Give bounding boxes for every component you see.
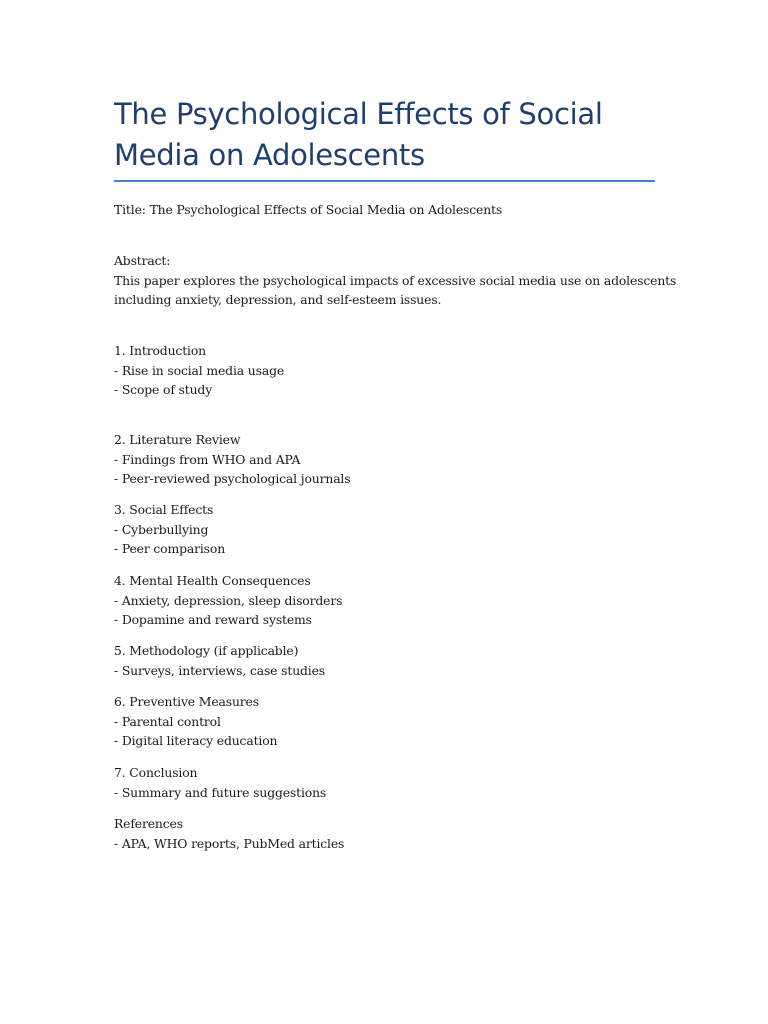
section-conclusion [114,763,674,802]
section-item: - Rise in social media usage [114,362,285,378]
section-heading: 1. Introduction [114,343,206,358]
section-heading: 3. Social Effects [114,502,214,517]
section-introduction [114,341,674,400]
abstract-label: Abstract: [114,253,171,268]
section-item: - Findings from WHO and APA [114,451,301,467]
section-literature-review [114,430,674,489]
section-heading: 6. Preventive Measures [114,694,259,709]
section-methodology [114,641,674,680]
section-item: - Scope of study [114,382,213,397]
document-heading: The Psychological Effects of Social Media on Adolescents [114,97,603,172]
section-item: - Anxiety, depression, sleep disorders [114,592,343,608]
title-line [114,200,674,220]
section-item: - APA, WHO reports, PubMed articles [114,835,345,851]
section-item: - Peer-reviewed psychological journals [114,471,351,486]
abstract-line: This paper explores the psychological impacts of excessive social media use on adolescents [114,272,677,288]
section-heading: 7. Conclusion [114,765,198,780]
section-mental-health [114,571,674,630]
section-heading: 4. Mental Health Consequences [114,573,311,588]
section-preventive-measures [114,692,674,751]
section-item: - Peer comparison [114,541,226,556]
section-item: - Cyberbullying [114,521,209,537]
section-heading: 5. Methodology (if applicable) [114,643,299,658]
section-item: - Surveys, interviews, case studies [114,662,326,678]
section-social-effects [114,500,674,559]
section-heading: 2. Literature Review [114,432,241,447]
section-item: - Summary and future suggestions [114,784,327,800]
section-item: - Dopamine and reward systems [114,612,312,627]
section-item: - Parental control [114,713,221,729]
section-item: - Digital literacy education [114,733,278,748]
title-line-text: Title: The Psychological Effects of Social Media on Adolescents [114,202,503,217]
abstract-block [114,251,677,310]
heading-underline-rule [114,180,655,182]
section-heading: References [114,816,183,831]
abstract-line: including anxiety, depression, and self-esteem issues. [114,292,442,307]
section-references [114,814,674,853]
